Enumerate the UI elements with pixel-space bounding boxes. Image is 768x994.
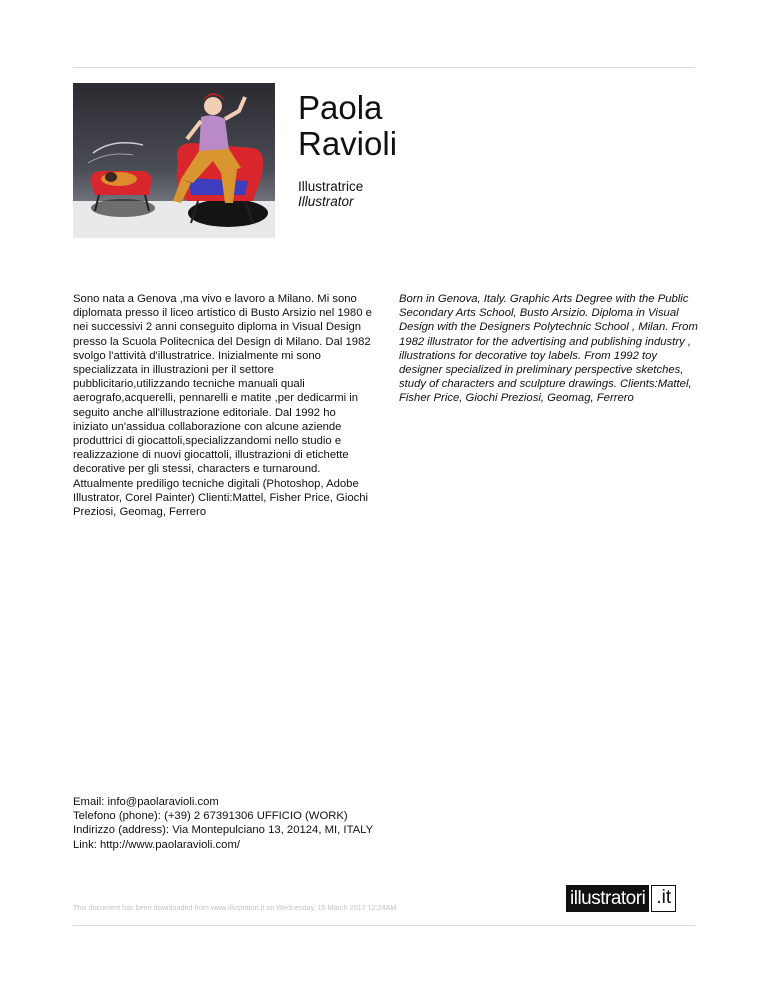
contact-phone: Telefono (phone): (+39) 2 67391306 UFFICIO (WORK) — [73, 810, 348, 823]
download-note: This document has been downloaded from www.illustratori.it on Wednesday, 15 March 2017 12:24AM — [73, 903, 397, 912]
illustratori-logo[interactable] — [566, 885, 676, 912]
contact-email[interactable]: Email: info@paolaravioli.com — [73, 796, 219, 808]
contact-link[interactable]: Link: http://www.paolaravioli.com/ — [73, 838, 241, 851]
bottom-divider — [73, 925, 695, 926]
artist-last-name: Ravioli — [298, 125, 398, 162]
contact-info — [73, 795, 373, 852]
top-divider — [73, 67, 695, 68]
portrait-illustration — [73, 83, 275, 238]
logo-tld-text: .it — [651, 885, 676, 912]
logo-main-text: illustratori — [566, 885, 649, 912]
role-english: Illustrator — [298, 194, 354, 209]
artist-roles — [298, 179, 363, 209]
role-italian: Illustratrice — [298, 179, 364, 194]
artist-name — [298, 90, 397, 162]
bio-english: Born in Genova, Italy. Graphic Arts Degree with the Public Secondary Arts School, Busto Arsizio. Diploma in Visual Design with the Designers Polytechnic School , Milan. From 1982 illustrator for the advertising and publishing industry , illustrations for decorative toy labels. From 1992 toy designer specialized in preliminary perspective sketches, study of characters and sculpture drawings. Clients:Mattel, Fisher Price, Giochi Preziosi, Geomag, Ferrero — [399, 293, 698, 405]
bio-italian: Sono nata a Genova ,ma vivo e lavoro a Milano. Mi sono diplomata presso il liceo artistico di Busto Arsizio nel 1980 e nei successivi 2 anni conseguito diploma in Visual Design presso la Scuola Politecnica del Design di Milano. Dal 1982 svolgo l'attività d'illustratrice. Inizialmente mi sono specializzata in illustrazioni per il settore pubblicitario,utilizzando tecniche manuali quali aerografo,acquerelli, pennarelli e matite ,per dedicarmi in seguito anche all'illustrazione editoriale. Dal 1992 ho iniziato un'assidua collaborazione con alcune aziende produttrici di giocattoli,specializzandomi nello studio e realizzazione di nuovi giocattoli, illustrazioni di etichette decorative per gli stessi, characters e turnaround. Attualmente prediligo tecniche digitali (Photoshop, Adobe Illustrator, Corel Painter) Clienti:Mattel, Fisher Price, Giochi Preziosi, Geomag, Ferrero — [73, 293, 372, 519]
artist-first-name: Paola — [298, 89, 383, 126]
contact-address: Indirizzo (address): Via Montepulciano 13, 20124, MI, ITALY — [73, 824, 374, 837]
